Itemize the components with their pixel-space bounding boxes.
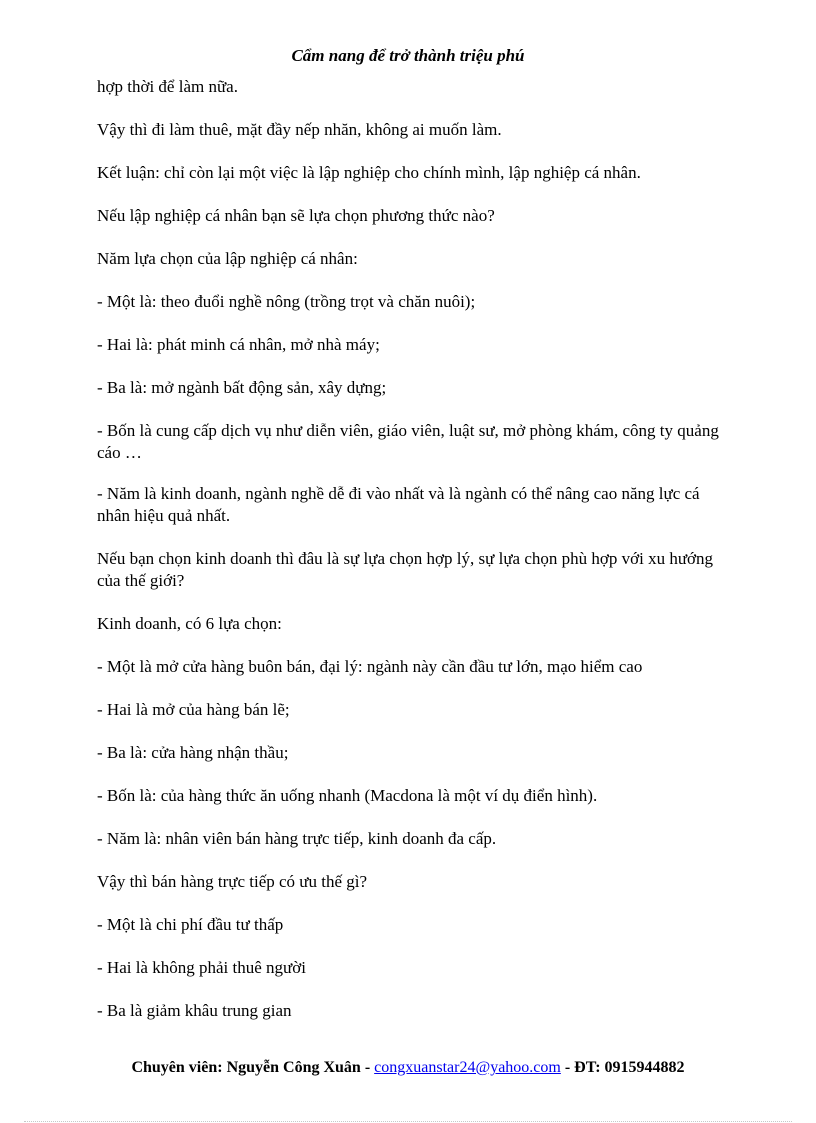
- paragraph-5: Năm lựa chọn của lập nghiệp cá nhân:: [97, 249, 358, 268]
- paragraph-7: Kinh doanh, có 6 lựa chọn:: [97, 614, 282, 633]
- footer-phone: - ĐT: 0915944882: [560, 1059, 685, 1076]
- list-item-6: - Một là mở cửa hàng buôn bán, đại lý: ngành này cần đầu tư lớn, mạo hiểm cao: [97, 657, 643, 676]
- list-item-1: - Một là: theo đuổi nghề nông (trồng trọt và chăn nuôi);: [97, 292, 476, 311]
- footer-author: Chuyên viên: Nguyễn Công Xuân -: [131, 1059, 375, 1076]
- paragraph-2: Vậy thì đi làm thuê, mặt đầy nếp nhăn, không ai muốn làm.: [97, 120, 502, 139]
- list-item-13: - Ba là giảm khâu trung gian: [97, 1001, 292, 1020]
- list-item-2: - Hai là: phát minh cá nhân, mở nhà máy;: [97, 335, 380, 354]
- paragraph-6: Nếu bạn chọn kinh doanh thì đâu là sự lựa chọn hợp lý, sự lựa chọn phù hợp với xu hướng của thế giới?: [97, 549, 714, 590]
- page-bottom-divider: [24, 1121, 792, 1122]
- list-item-9: - Bốn là: của hàng thức ăn uống nhanh (Macdona là một ví dụ điển hình).: [97, 786, 598, 805]
- page-header-title: Cẩm nang để trở thành triệu phú: [291, 46, 525, 65]
- footer-email-link[interactable]: congxuanstar24@yahoo.com: [374, 1059, 561, 1076]
- list-item-10: - Năm là: nhân viên bán hàng trực tiếp, kinh doanh đa cấp.: [97, 829, 497, 848]
- paragraph-8: Vậy thì bán hàng trực tiếp có ưu thế gì?: [97, 872, 368, 891]
- paragraph-3: Kết luận: chỉ còn lại một việc là lập nghiệp cho chính mình, lập nghiệp cá nhân.: [97, 163, 641, 182]
- list-item-4: - Bốn là cung cấp dịch vụ như diễn viên, giáo viên, luật sư, mở phòng khám, công ty quảng cáo …: [97, 421, 719, 462]
- list-item-12: - Hai là không phải thuê người: [97, 958, 306, 977]
- paragraph-4: Nếu lập nghiệp cá nhân bạn sẽ lựa chọn phương thức nào?: [97, 206, 495, 225]
- list-item-7: - Hai là mở của hàng bán lẽ;: [97, 700, 290, 719]
- list-item-11: - Một là chi phí đầu tư thấp: [97, 915, 284, 934]
- list-item-3: - Ba là: mở ngành bất động sản, xây dựng;: [97, 378, 387, 397]
- page-footer: [0, 1058, 816, 1078]
- paragraph-1: hợp thời để làm nữa.: [97, 77, 238, 96]
- list-item-8: - Ba là: cửa hàng nhận thầu;: [97, 743, 289, 762]
- list-item-5: - Năm là kinh doanh, ngành nghề dễ đi vào nhất và là ngành có thể nâng cao năng lực cá nhân hiệu quả nhất.: [97, 484, 700, 525]
